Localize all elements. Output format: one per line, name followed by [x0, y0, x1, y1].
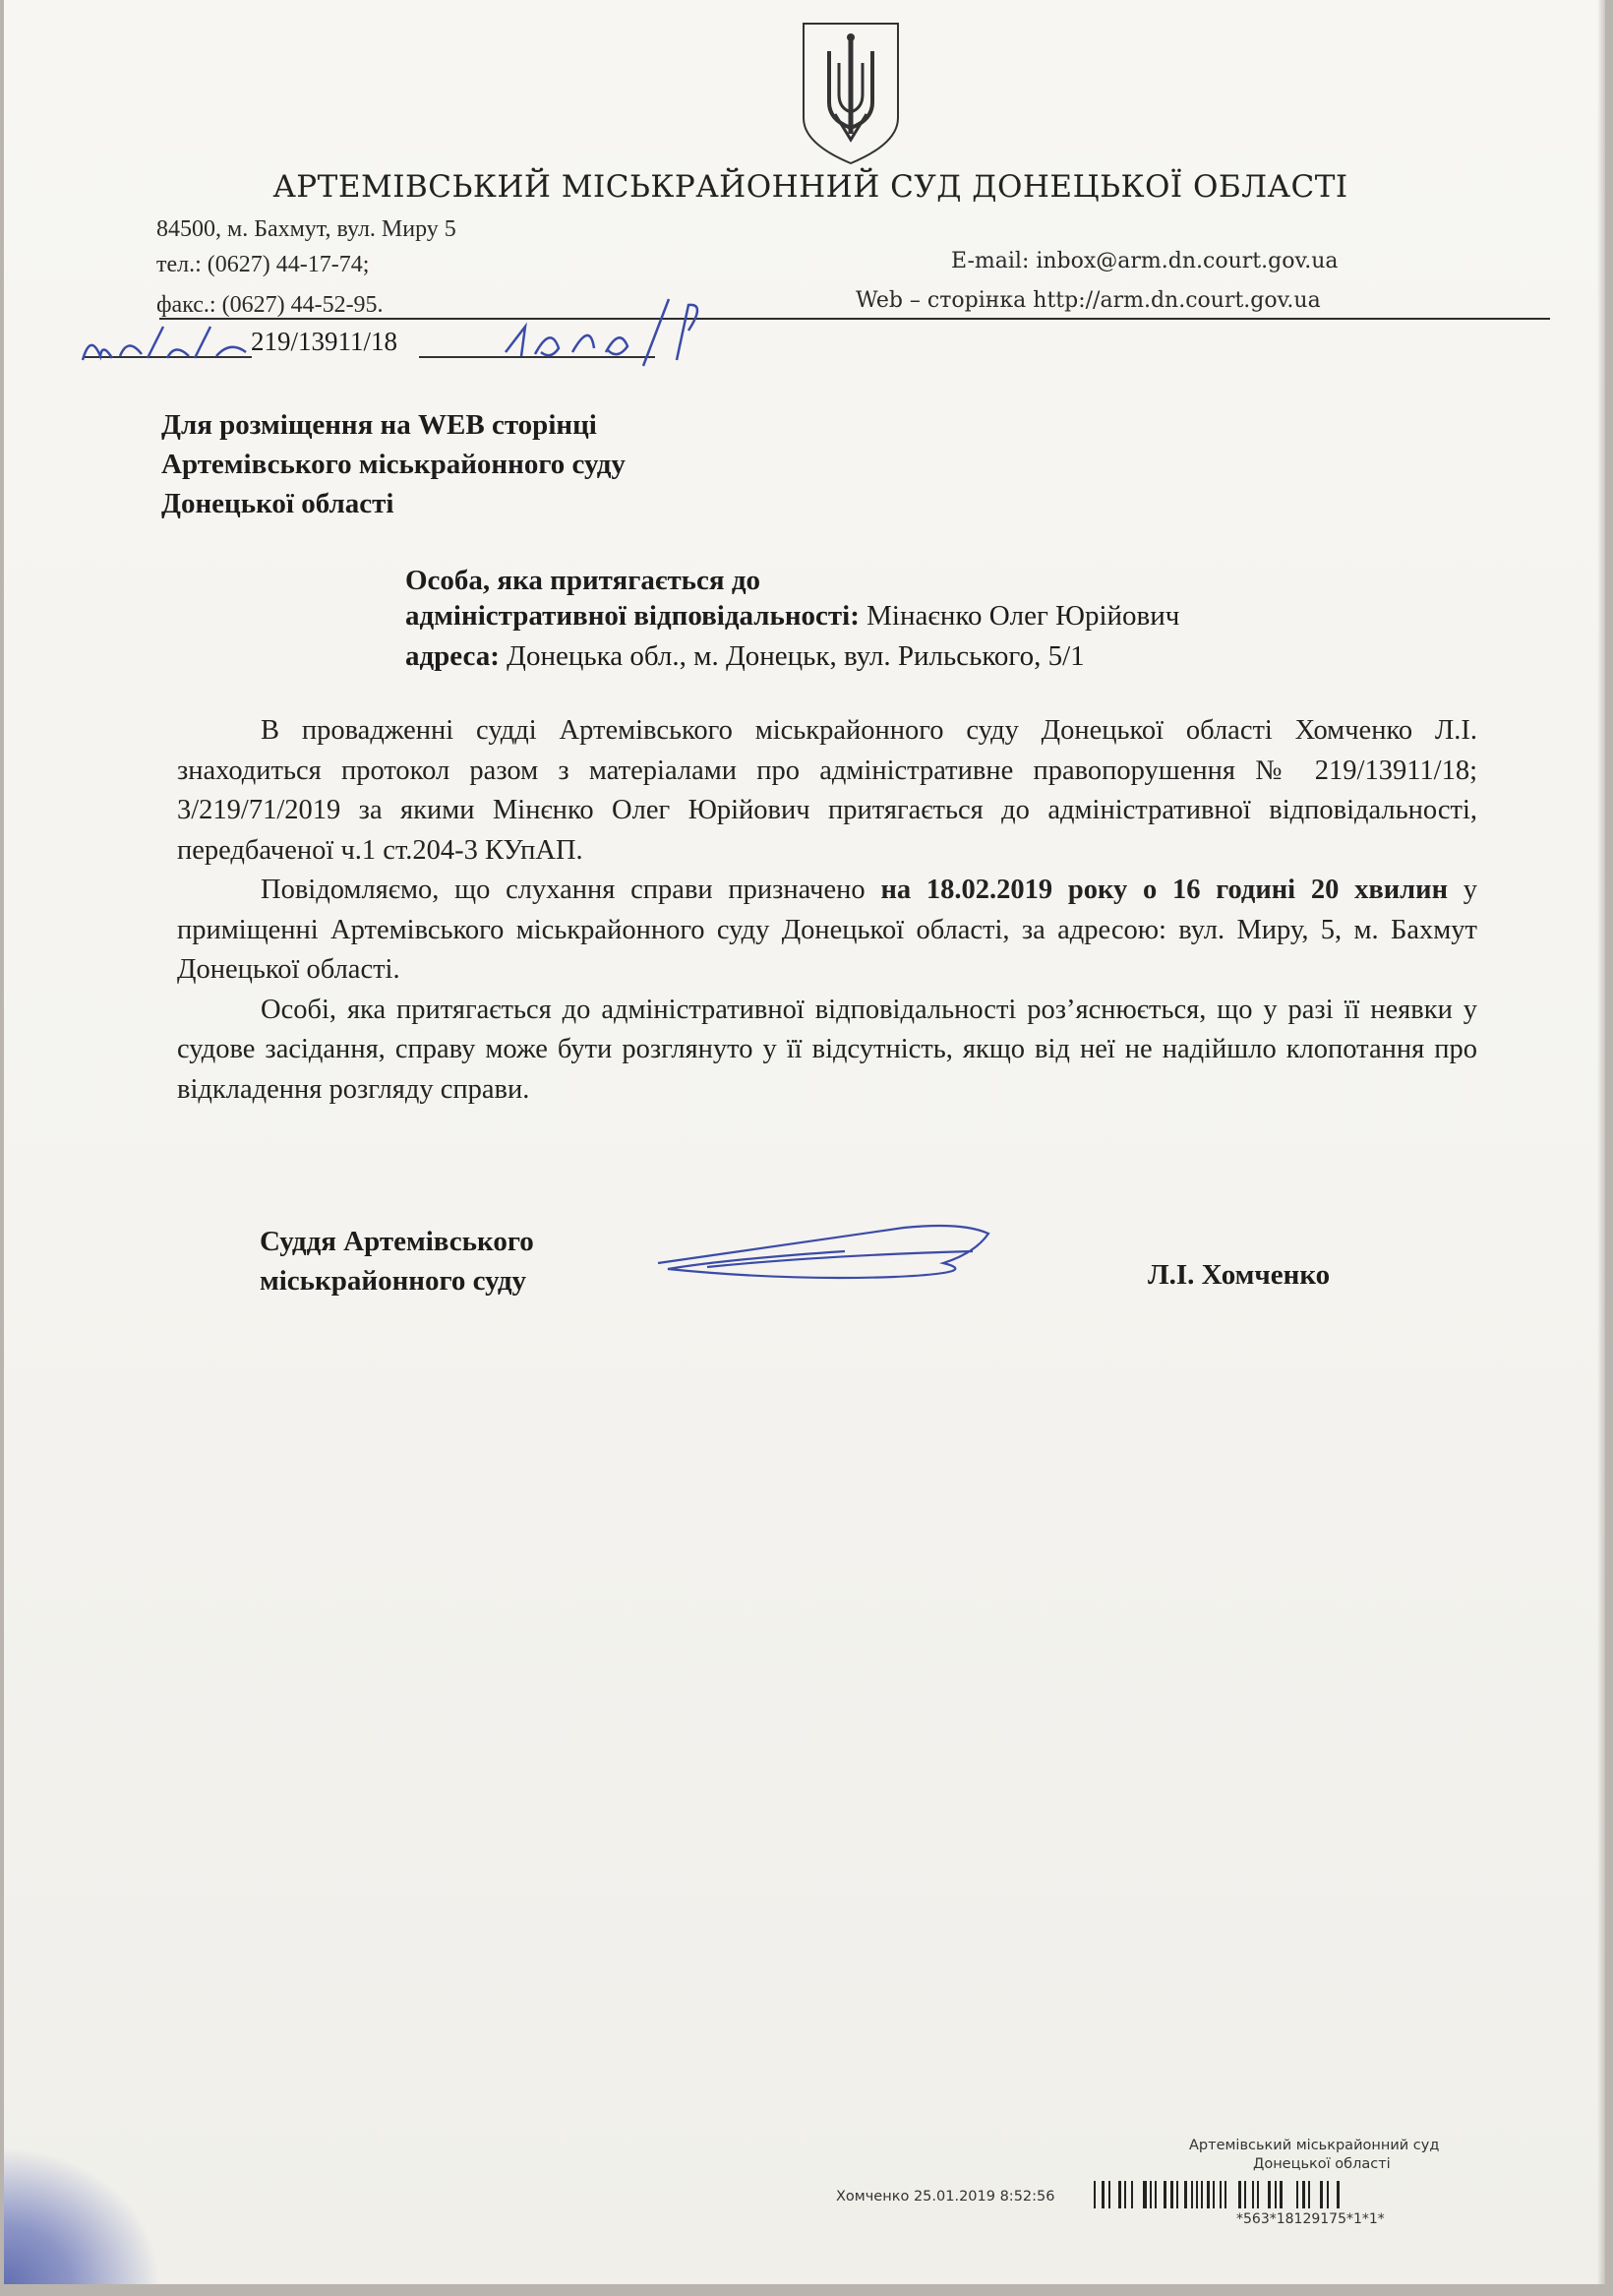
notice-paragraph-2-end: у приміщенні Артемівського міськрайонного суду Донецької області, за адресою: вул. Миру, 5, м. Бахмут Донецької області.	[177, 875, 1478, 985]
court-fax: факс.: (0627) 44-52-95.	[156, 292, 384, 318]
hearing-datetime: на 18.02.2019 року о 16 годині 20 хвилин	[880, 875, 1448, 905]
barcode-bar	[1157, 2181, 1164, 2208]
barcode-bar	[1133, 2181, 1143, 2208]
person-address: Донецька обл., м. Донецьк, вул. Рильського, 5/1	[507, 640, 1085, 672]
document-page	[4, 0, 1605, 2284]
barcode-bar	[1340, 2181, 1343, 2208]
signature-title-line-2: міськрайонного суду	[260, 1265, 527, 1297]
notice-body	[177, 711, 1477, 1110]
court-phone: тел.: (0627) 44-17-74;	[156, 252, 370, 277]
handwritten-number-ink	[496, 291, 712, 380]
handwritten-date-ink	[73, 313, 260, 374]
person-line-2	[405, 596, 1179, 635]
notice-paragraph-1: В провадженні судді Артемівського міськрайонного суду Донецької області Хомченко Л.І. знаходиться протокол разом з матеріалами про адміністративне правопорушення № 219/13911/18; 3/219/71/2019 за якими Мінєнко Олег Юрійович притягається до адміністративної відповідальності, передбаченої ч.1 ст.204-3 КУпАП.	[177, 715, 1477, 866]
registration-number: 219/13911/18	[251, 327, 398, 356]
barcode-bar	[1259, 2181, 1268, 2208]
stamp-court-line-2: Донецької області	[1253, 2156, 1391, 2172]
barcode-text: *563*18129175*1*1*	[1236, 2211, 1385, 2227]
judge-name: Л.І. Хомченко	[1148, 1259, 1331, 1291]
notice-paragraph-2	[177, 871, 1477, 991]
notice-paragraph-2-start: Повідомляємо, що слухання справи призначено	[261, 875, 866, 905]
barcode-bar	[1329, 2181, 1337, 2208]
signature-title-line-1: Суддя Артемівського	[260, 1226, 534, 1257]
court-email: E-mail: inbox@arm.dn.court.gov.ua	[951, 249, 1339, 273]
notice-paragraph-3: Особі, яка притягається до адміністративної відповідальності роз’яснюється, що у разі її неявки у судове засідання, справу може бути розглянуто у її відсутність, якщо від неї не надійшло клопотання про відкладення розгляду справи.	[177, 994, 1477, 1105]
stamp-court-line-1: Артемівський міськрайонний суд	[1189, 2138, 1440, 2153]
court-website: Web – сторінка http://arm.dn.court.gov.ua	[856, 288, 1321, 313]
person-address-label: адреса:	[405, 640, 500, 672]
stamp-signer: Хомченко 25.01.2019 8:52:56	[836, 2189, 1055, 2205]
barcode-bar	[1226, 2181, 1238, 2208]
person-address-line	[405, 636, 1085, 676]
addressee-line-3: Донецької області	[161, 488, 394, 519]
scan-shadow	[4, 2146, 161, 2284]
barcode-bar	[1283, 2181, 1296, 2208]
coat-of-arms-emblem	[796, 18, 906, 167]
barcode-bar	[1310, 2181, 1320, 2208]
registration-barcode	[1094, 2181, 1574, 2208]
court-title: АРТЕМІВСЬКИЙ МІСЬКРАЙОННИЙ СУД ДОНЕЦЬКОЇ ОБЛАСТІ	[272, 169, 1348, 205]
court-address: 84500, м. Бахмут, вул. Миру 5	[156, 216, 456, 242]
scan-edge	[1597, 0, 1605, 2284]
judge-signature-ink	[648, 1208, 1012, 1287]
addressee-line-2: Артемівського міськрайонного суду	[161, 449, 626, 480]
person-name: Мінаєнко Олег Юрійович	[866, 600, 1180, 632]
barcode-bar	[1110, 2181, 1118, 2208]
addressee-line-1: Для розміщення на WEB сторінці	[161, 409, 597, 441]
person-label-line-1: Особа, яка притягається до	[405, 565, 760, 596]
header-divider	[159, 318, 1550, 320]
person-label-line-2: адміністративної відповідальності:	[405, 600, 860, 632]
